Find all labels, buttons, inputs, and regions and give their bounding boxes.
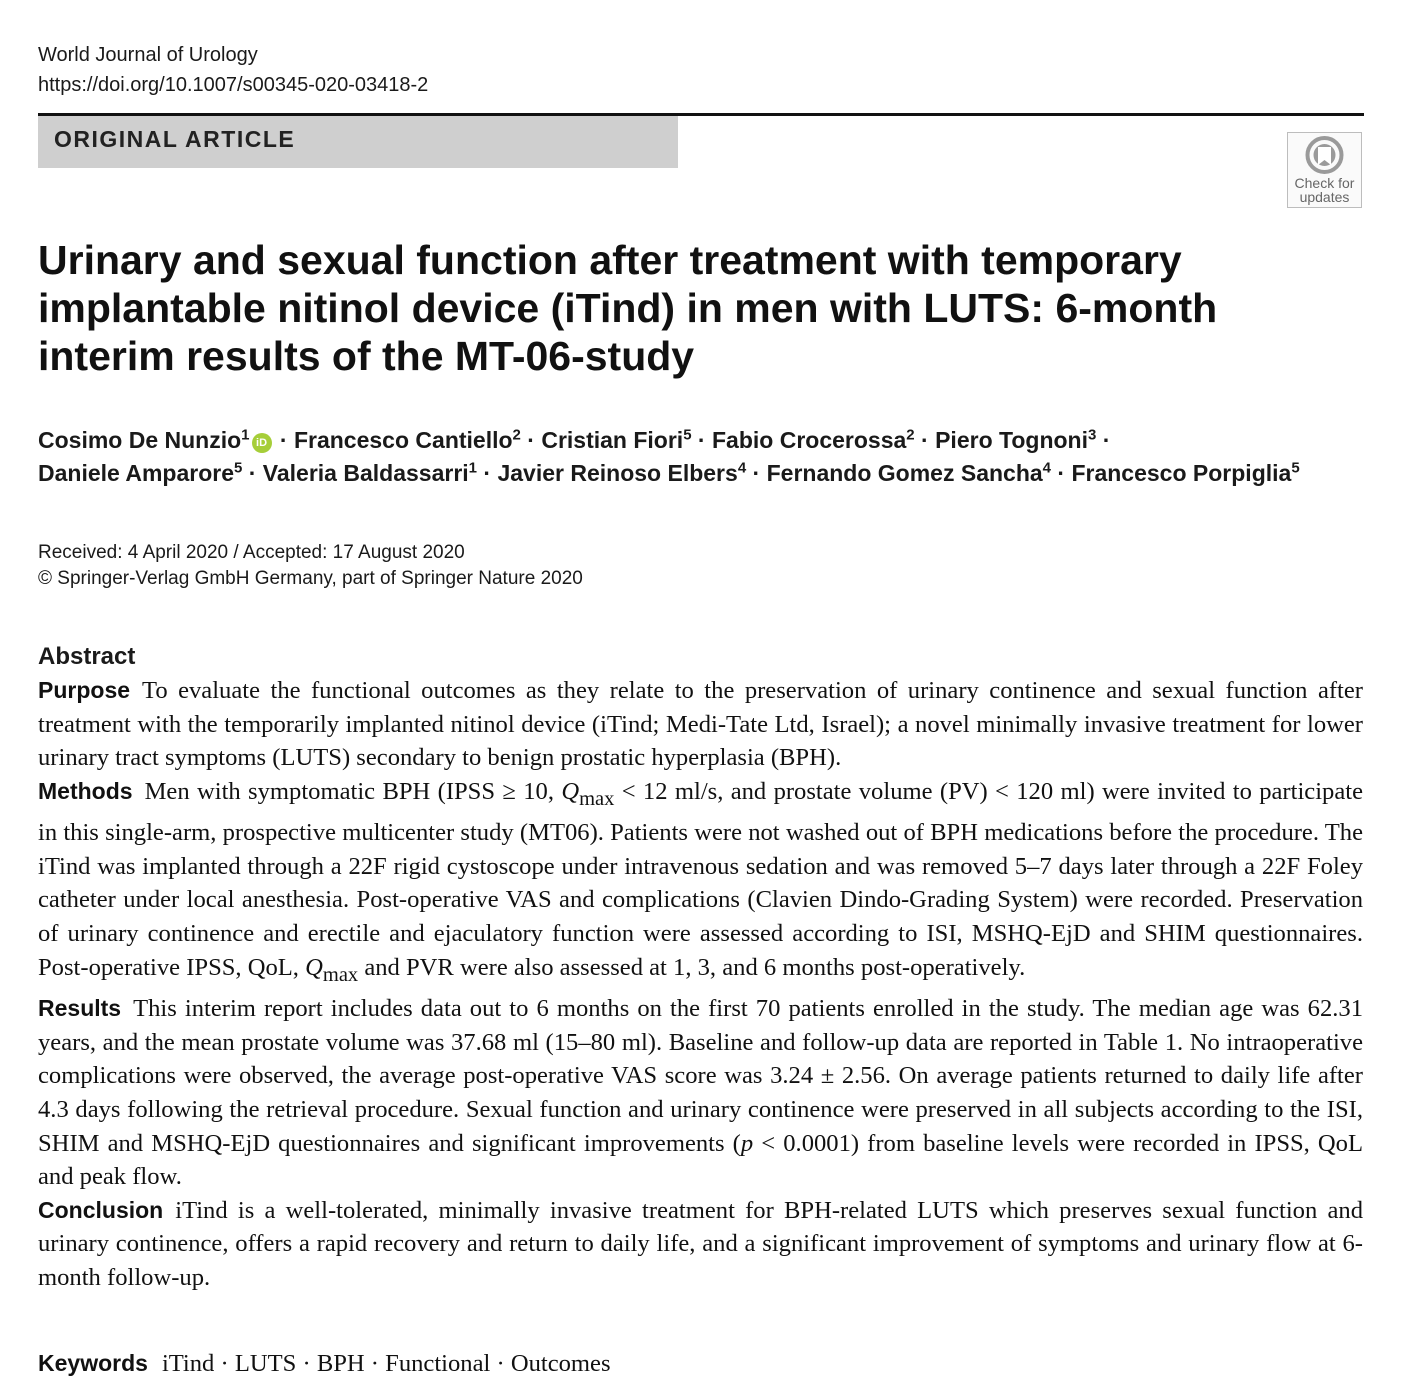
author-name[interactable]: Francesco Porpiglia	[1071, 460, 1292, 486]
affiliation-mark: 2	[906, 426, 915, 444]
orcid-icon[interactable]: iD	[252, 433, 272, 453]
qmax-subscript: max	[322, 963, 359, 986]
p-symbol: p	[740, 1129, 754, 1157]
author-name[interactable]: Cristian Fiori	[541, 427, 684, 453]
keywords-label: Keywords	[38, 1350, 148, 1376]
abstract-purpose	[38, 674, 1363, 775]
results-label: Results	[38, 995, 122, 1022]
qmax-subscript: max	[579, 787, 615, 810]
author-name[interactable]: Piero Tognoni	[935, 427, 1088, 453]
affiliation-mark: 4	[1042, 459, 1052, 477]
purpose-text: To evaluate the functional outcomes as they relate to the preservation of urinary continence and sexual function after treatment with the temporarily implanted nitinol device (iTind; Medi-Tate Ltd, Israel); a novel minimally invasive treatment for lower urinary tract symptoms (LUTS) secondary to benign prostatic hyperplasia (BPH).	[38, 677, 1363, 772]
author-name[interactable]: Valeria Baldassarri	[262, 460, 469, 486]
affiliation-mark: 1	[241, 426, 250, 444]
affiliation-mark: 1	[468, 459, 478, 477]
keywords-text: iTind · LUTS · BPH · Functional · Outcomes	[161, 1350, 611, 1377]
qmax-symbol: Q	[305, 953, 323, 981]
affiliation-mark: 4	[737, 459, 747, 477]
author-name[interactable]: Francesco Cantiello	[293, 427, 513, 453]
keywords-line	[38, 1346, 611, 1381]
abstract-body	[38, 674, 1363, 1295]
author-list: Cosimo De Nunzio$^1$ iD · Francesco Cantiello$^2$ · Cristian Fiori$^5$ · Fabio Crocerossa$^2$ · Piero Tognoni$^3$ · Daniele Amparore$^5$ · Valeria Baldassarri$^1$ · Javier Reinoso Elbers$^4$ · Fernando Gomez Sancha$^4$ · Francesco Porpiglia$^5$	[38, 426, 1300, 486]
conclusion-label: Conclusion	[38, 1196, 164, 1223]
journal-header	[38, 40, 428, 100]
abstract-methods: Methods Men with symptomatic BPH (IPSS ≥ 10, $Q_{max} < 12$ ml/s, and prostate volume (PV) < 120 ml) were invited to participate in this single-arm, prospective multicenter study (MT06). Patients were not washed out of BPH medications before the procedure. The iTind was implanted through a 22F rigid cystoscope under intravenous sedation and was removed 5–7 days later through a 22F Foley catheter under local anesthesia. Post-operative VAS and complications (Clavien Dindo-Grading System) were recorded. Preservation of urinary continence and erectile and ejaculatory function were assessed according to ISI, MSHQ-EjD and SHIM questionnaires. Post-operative IPSS, QoL, $Q_{max}$ and PVR were also assessed at 1, 3, and 6 months post-operatively.	[38, 777, 1363, 986]
purpose-label: Purpose	[38, 677, 131, 703]
article-type-badge	[38, 116, 678, 168]
author-name[interactable]: Fernando Gomez Sancha	[766, 460, 1043, 486]
author-name[interactable]: Fabio Crocerossa	[712, 427, 907, 453]
methods-label: Methods	[38, 777, 133, 804]
abstract-conclusion	[38, 1194, 1363, 1295]
affiliation-mark: 3	[1088, 426, 1097, 444]
check-for-updates-text: Check for updates	[1294, 175, 1355, 205]
publication-dates	[38, 540, 583, 592]
copyright-line: © Springer-Verlag GmbH Germany, part of Springer Nature 2020	[38, 568, 583, 589]
article-title: Urinary and sexual function after treatment with temporary implantable nitinol device (iTind) in men with LUTS: 6-month interim results of the MT-06-study	[38, 237, 1218, 379]
affiliation-mark: 2	[512, 426, 521, 444]
journal-name: World Journal of Urology	[38, 44, 258, 66]
conclusion-text: iTind is a well-tolerated, minimally invasive treatment for BPH-related LUTS which preserves sexual function and urinary continence, offers a rapid recovery and return to daily life, and a significant improvement of symptoms and urinary flow at 6-month follow-up.	[38, 1196, 1363, 1291]
author-name[interactable]: Daniele Amparore	[38, 460, 234, 486]
abstract-results: Results This interim report includes data out to 6 months on the first 70 patients enrolled in the study. The median age was 62.31 years, and the mean prostate volume was 37.68 ml (15–80 ml). Baseline and follow-up data are reported in Table 1. No intraoperative complications were observed, the average post-operative VAS score was 3.24 ± 2.56. On average patients returned to daily life after 4.3 days following the retrieval procedure. Sexual function and urinary continence were preserved in all subjects according to the ISI, SHIM and MSHQ-EjD questionnaires and significant improvements (p < 0.0001) from baseline levels were recorded in IPSS, QoL and peak flow.	[38, 995, 1364, 1191]
received-accepted: Received: 4 April 2020 / Accepted: 17 August 2020	[38, 542, 465, 563]
abstract-heading: Abstract	[38, 643, 136, 670]
doi-link[interactable]: https://doi.org/10.1007/s00345-020-03418-2	[38, 74, 429, 96]
bookmark-icon	[1288, 133, 1361, 177]
affiliation-mark: 5	[234, 459, 243, 477]
affiliation-mark: 5	[1291, 459, 1300, 477]
affiliation-mark: 5	[683, 426, 692, 444]
check-for-updates-button[interactable]	[1287, 132, 1362, 208]
author-name[interactable]: Cosimo De Nunzio	[38, 427, 242, 453]
qmax-symbol: Q	[561, 777, 580, 805]
author-name[interactable]: Javier Reinoso Elbers	[497, 460, 738, 486]
article-type-label: ORIGINAL ARTICLE	[54, 126, 296, 152]
